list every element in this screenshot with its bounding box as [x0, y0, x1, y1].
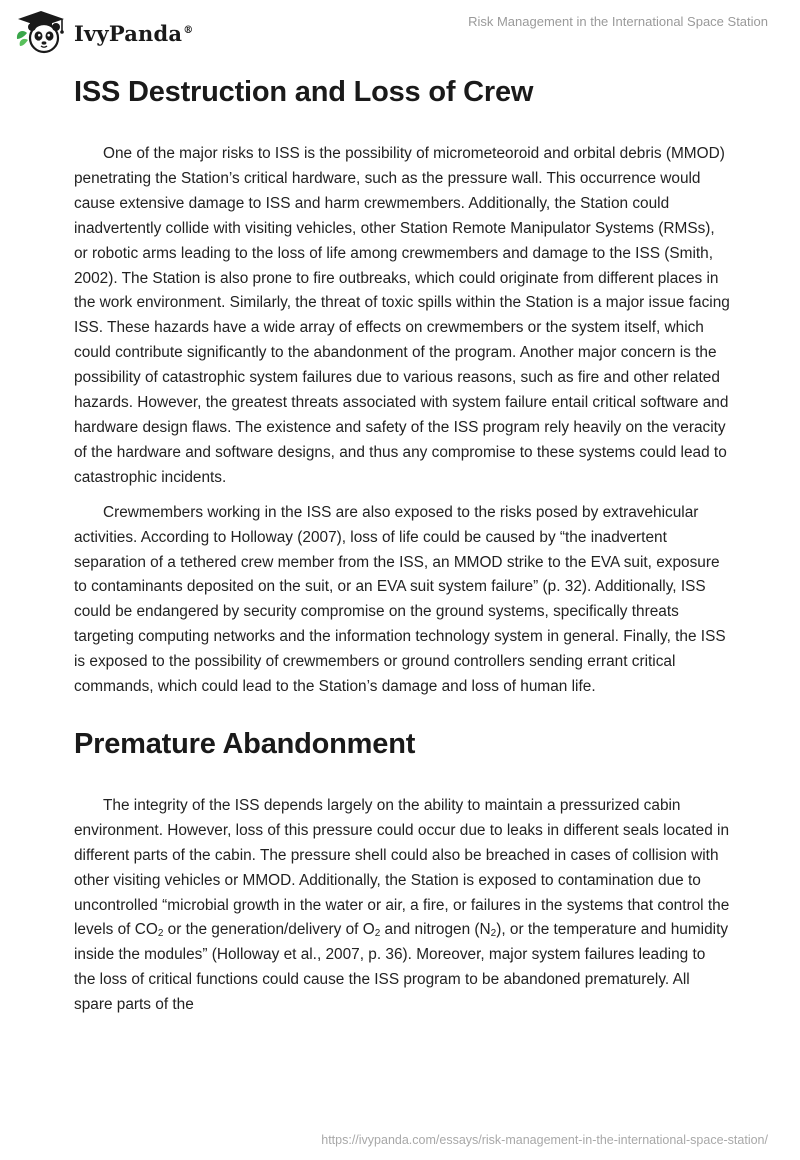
subscript: 2: [490, 928, 497, 940]
brand-name: IvyPanda®: [74, 20, 194, 46]
page-header: [0, 0, 800, 64]
subscript: 2: [374, 928, 381, 940]
paragraph: The integrity of the ISS depends largely on the ability to maintain a pressurized cabin environment. However, loss of this pressure could occur due to leaks in different seals located in different parts of the cabin. The pressure shell could also be breached in cases of collision with other visiting vehicles or MMOD. Additionally, the Station is exposed to contamination due to uncontrolled “microbial growth in the water or air, a fire, or failures in the systems that control the levels of $CO_2$ or the generation/delivery of $O_2$ and nitrogen $(N_2)$, or the temperature and humidity inside the modules” (Holloway et al., 2007, p. 36). Moreover, major system failures leading to the loss of critical functions could cause the ISS program to be abandoned prematurely. All spare parts of the: [74, 796, 730, 1014]
document-title: Risk Management in the International Space Station: [468, 14, 768, 29]
source-url[interactable]: https://ivypanda.com/essays/risk-management-in-the-international-space-station/: [321, 1133, 768, 1147]
ivypanda-logo[interactable]: [14, 8, 193, 56]
subscript: 2: [157, 928, 164, 940]
section-heading: Premature Abandonment: [74, 727, 416, 760]
registered-mark: ®: [183, 24, 194, 36]
section-heading: ISS Destruction and Loss of Crew: [74, 76, 534, 108]
paragraph: Crewmembers working in the ISS are also exposed to the risks posed by extravehicular activities. According to Holloway (2007), loss of life could be caused by “the inadvertent separation of a tethered crew member from the ISS, an MMOD strike to the EVA suit, exposure to contaminants deposited on the suit, or an EVA suit system failure” (p. 32). Additionally, ISS could be endangered by security compromise on the ground systems, specifically threats targeting computing networks and the information technology system in general. Finally, the ISS is exposed to the possibility of crewmembers or ground controllers sending errant critical commands, which could lead to the Station’s damage and loss of human life.: [74, 503, 726, 696]
panda-graduate-icon: [14, 9, 68, 55]
essay-body: [74, 66, 730, 1018]
paragraph: One of the major risks to ISS is the possibility of micrometeoroid and orbital debris (MMOD) penetrating the Station’s critical hardware, such as the pressure wall. This occurrence would cause extensive damage to ISS and harm crewmembers. Additionally, the Station could inadvertently collide with visiting vehicles, other Station Remote Manipulator Systems (RMSs), or robotic arms leading to the loss of life among crewmembers and damage to the ISS (Smith, 2002). The Station is also prone to fire outbreaks, which could originate from different places in the work environment. Similarly, the threat of toxic spills within the Station is a major issue facing ISS. These hazards have a wide array of effects on crewmembers or the system itself, which could contribute significantly to the abandonment of the program. Another major concern is the possibility of catastrophic system failures due to various reasons, such as fire and other related hazards. However, the greatest threats associated with system failure entail critical software and hardware design flaws. The existence and safety of the ISS program rely heavily on the veracity of the hardware and software designs, and thus any compromise to these systems could lead to catastrophic incidents.: [74, 145, 730, 486]
